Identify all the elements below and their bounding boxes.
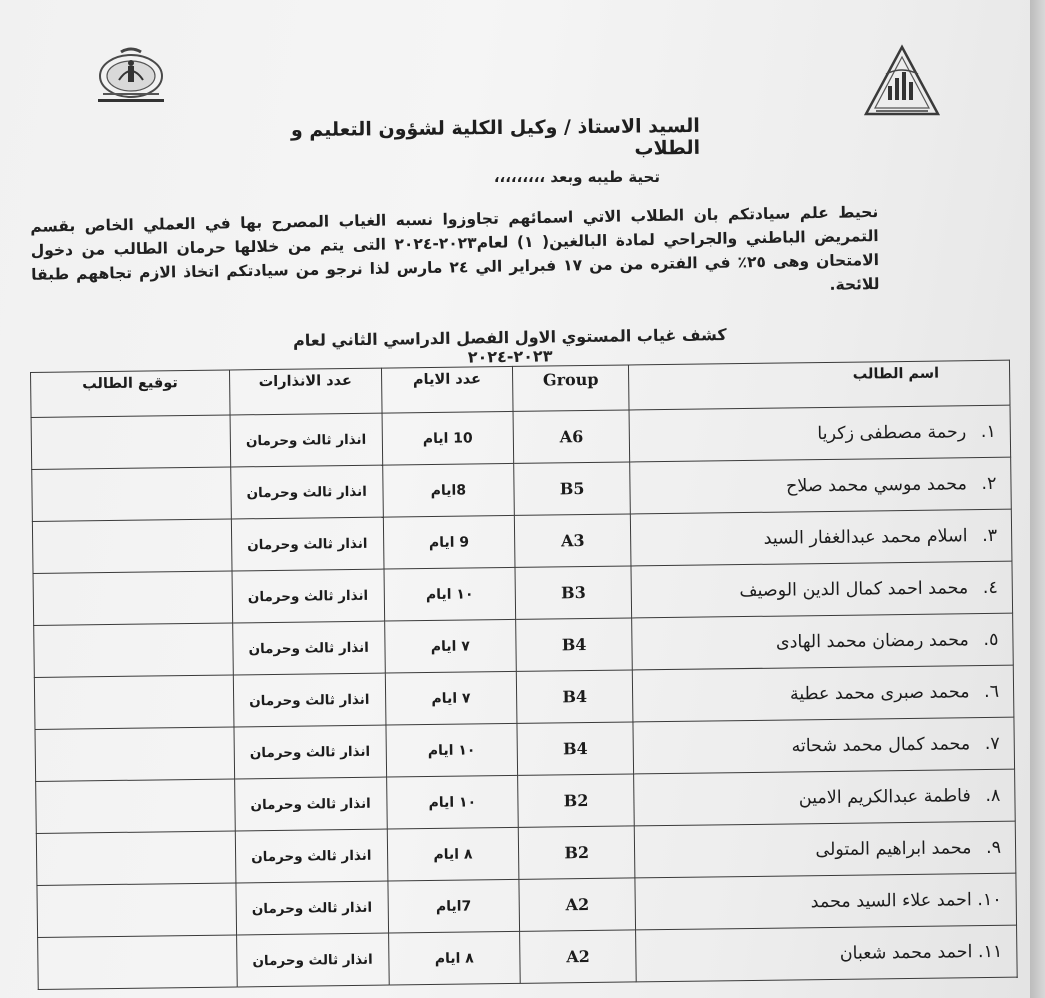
signature-cell xyxy=(33,571,232,625)
background-edge xyxy=(1030,0,1045,998)
row-number: ٨. xyxy=(985,785,1001,806)
signature-cell xyxy=(34,623,233,677)
group-cell: B2 xyxy=(518,774,635,827)
days-cell: ١٠ ايام xyxy=(386,723,518,777)
row-number: ١١. xyxy=(977,941,1003,962)
days-cell: ٧ ايام xyxy=(385,671,517,725)
signature-cell xyxy=(37,883,236,937)
days-cell: ١٠ ايام xyxy=(384,567,516,621)
name-cell xyxy=(631,561,1012,618)
name-cell xyxy=(633,665,1014,722)
days-cell: 9 ايام xyxy=(383,515,515,569)
group-cell: B4 xyxy=(516,618,633,671)
absence-table-wrapper xyxy=(30,360,1018,990)
student-name: احمد علاء السيد محمد xyxy=(810,889,972,912)
student-name: فاطمة عبدالكريم الامين xyxy=(798,785,971,808)
header-warnings: عدد الانذارات xyxy=(229,368,382,415)
student-name: محمد صبرى محمد عطية xyxy=(789,681,970,704)
signature-cell xyxy=(35,727,234,781)
name-cell xyxy=(629,405,1010,462)
group-cell: A6 xyxy=(513,410,630,463)
warning-cell: انذار ثالث وحرمان xyxy=(236,881,389,935)
letter-body: نحيط علم سيادتكم بان الطلاب الاتي اسمائهم تجاوزوا نسبه الغياب المصرح بها في العملي الخاص بقسم التمريض الباطني والجراحي لمادة البالغين( ١) لعام٢٠٢٣-٢٠٢٤ التى يتم من خلالها حرمان الطالب من دخول الامتحان وهى ٢٥٪ في الفتره من من ١٧ فبراير الي ٢٤ مارس لذا نرجو من سيادتكم اتخاذ الازم تجاههم طبقا للائحة. xyxy=(30,202,880,294)
days-cell: ١٠ ايام xyxy=(386,775,518,829)
header-days: عدد الايام xyxy=(381,366,513,413)
signature-cell xyxy=(32,467,231,521)
faculty-logo xyxy=(95,46,167,108)
name-cell xyxy=(634,769,1015,826)
name-cell xyxy=(635,873,1016,930)
group-cell: A2 xyxy=(520,930,637,983)
warning-cell: انذار ثالث وحرمان xyxy=(235,829,388,883)
warning-cell: انذار ثالث وحرمان xyxy=(233,673,386,727)
row-number: ١. xyxy=(980,421,996,442)
student-name: رحمة مصطفى زكريا xyxy=(817,421,967,444)
student-name: اسلام محمد عبدالغفار السيد xyxy=(763,525,968,549)
group-cell: B2 xyxy=(518,826,635,879)
row-number: ٥. xyxy=(983,629,999,650)
group-cell: A2 xyxy=(519,878,636,931)
row-number: ٩. xyxy=(985,837,1002,858)
group-cell: B5 xyxy=(514,462,631,515)
group-cell: B4 xyxy=(516,670,633,723)
sheet-caption: كشف غياب المستوي الاول الفصل الدراسي الثاني لعام ٢٠٢٣-٢٠٢٤ xyxy=(292,324,727,367)
warning-cell: انذار ثالث وحرمان xyxy=(234,777,387,831)
days-cell: 10 ايام xyxy=(382,411,514,465)
student-name: محمد ابراهيم المتولى xyxy=(815,837,972,860)
row-number: ٧. xyxy=(984,733,1000,754)
warning-cell: انذار ثالث وحرمان xyxy=(234,725,387,779)
row-number: ٢. xyxy=(981,473,997,494)
signature-cell xyxy=(32,519,231,573)
header-signature: توقيع الطالب xyxy=(31,370,230,417)
student-name: محمد رمضان محمد الهادى xyxy=(775,629,969,653)
name-cell xyxy=(633,717,1014,774)
group-cell: B4 xyxy=(517,722,634,775)
student-name: محمد موسي محمد صلاح xyxy=(785,473,968,497)
group-cell: A3 xyxy=(514,514,631,567)
header-name: اسم الطالب xyxy=(629,360,1010,410)
warning-cell: انذار ثالث وحرمان xyxy=(232,621,385,675)
days-cell: ٧ ايام xyxy=(384,619,516,673)
signature-cell xyxy=(31,415,230,469)
university-logo xyxy=(862,44,942,120)
row-number: ٦. xyxy=(983,681,1000,702)
student-name: احمد محمد شعبان xyxy=(839,941,973,964)
name-cell xyxy=(634,821,1015,878)
signature-cell xyxy=(34,675,233,729)
days-cell: ٨ ايام xyxy=(387,827,519,881)
letter-greeting: تحية طيبه وبعد ،،،،،،،،، xyxy=(493,168,660,186)
warning-cell: انذار ثالث وحرمان xyxy=(232,569,385,623)
name-cell xyxy=(630,457,1011,514)
signature-cell xyxy=(36,831,235,885)
warning-cell: انذار ثالث وحرمان xyxy=(231,517,384,571)
name-cell xyxy=(632,613,1013,670)
warning-cell: انذار ثالث وحرمان xyxy=(230,413,383,467)
days-cell: 7ايام xyxy=(388,879,520,933)
warning-cell: انذار ثالث وحرمان xyxy=(230,465,383,519)
student-name: محمد احمد كمال الدين الوصيف xyxy=(739,577,969,601)
row-number: ١٠. xyxy=(977,889,1002,910)
group-cell: B3 xyxy=(515,566,632,619)
days-cell: ٨ ايام xyxy=(388,931,520,985)
warning-cell: انذار ثالث وحرمان xyxy=(236,933,389,987)
row-number: ٤. xyxy=(982,577,998,598)
absence-table xyxy=(30,360,1018,990)
header-group: Group xyxy=(513,365,630,411)
signature-cell xyxy=(38,935,237,989)
name-cell xyxy=(631,509,1012,566)
row-number: ٣. xyxy=(982,525,998,546)
days-cell: 8ايام xyxy=(382,463,514,517)
name-cell xyxy=(636,925,1017,982)
letter-title: السيد الاستاذ / وكيل الكلية لشؤون التعليم و الطلاب xyxy=(290,114,701,160)
signature-cell xyxy=(36,779,235,833)
student-name: محمد كمال محمد شحاته xyxy=(791,733,971,756)
